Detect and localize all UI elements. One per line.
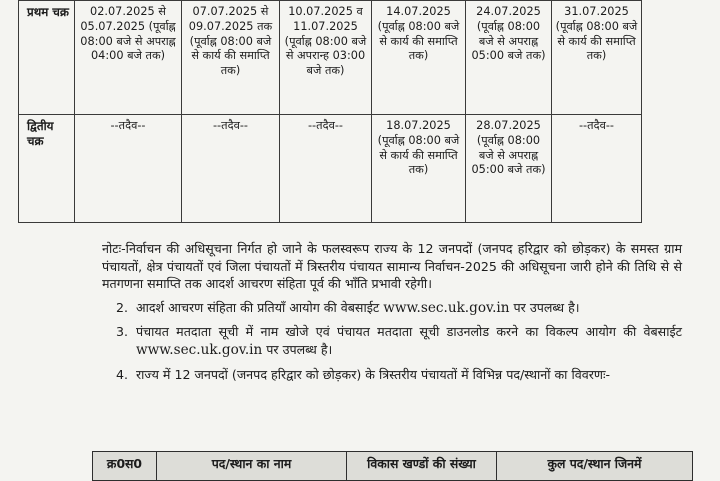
note-text (136, 299, 682, 318)
note-text-part: पंचायत मतदाता सूची में नाम खोजे एवं पंचायत मतदाता सूची डाउनलोड करने का विकल्प आयोग की वेबसाईट (136, 324, 682, 340)
schedule-cell: 24.07.2025 (पूर्वाह्न 08:00 बजे से अपराह्न 05:00 बजे तक) (466, 1, 552, 115)
schedule-cell: 02.07.2025 से 05.07.2025 (पूर्वाह्न 08:00 बजे से अपराह्न 04:00 बजे तक) (75, 1, 182, 115)
schedule-cell: 14.07.2025 (पूर्वाह्न 08:00 बजे से कार्य की समाप्ति तक) (372, 1, 466, 115)
note-text (136, 366, 682, 384)
posts-table (92, 451, 693, 481)
notes-section (102, 240, 682, 383)
website-link[interactable]: www.sec.uk.gov.in (136, 341, 263, 358)
header-total-posts: कुल पद/स्थान जिनमें (497, 452, 693, 481)
note-text-part: राज्य में 12 जनपदों (जनपद हरिद्वार को छोड़कर) के त्रिस्तरीय पंचायतों में विभिन्न पद/स्थानों का विवरणः- (136, 366, 611, 382)
schedule-cell: 28.07.2025 (पूर्वाह्न 08:00 बजे से अपराह्न 05:00 बजे तक) (466, 115, 552, 223)
note-number: 4. (116, 366, 129, 382)
schedule-cell: --तदैव-- (182, 115, 280, 223)
schedule-cell: --तदैव-- (552, 115, 642, 223)
schedule-cell: --तदैव-- (75, 115, 182, 223)
header-post-name: पद/स्थान का नाम (157, 452, 347, 481)
note-number: 2. (116, 299, 129, 315)
schedule-cell: 18.07.2025 (पूर्वाह्न 08:00 बजे से कार्य की समाप्ति तक) (372, 115, 466, 223)
schedule-cell: 07.07.2025 से 09.07.2025 तक (पूर्वाह्न 08:00 बजे से कार्य की समाप्ति तक) (182, 1, 280, 115)
schedule-cell: --तदैव-- (280, 115, 372, 223)
note-item (102, 299, 682, 318)
note-item (102, 366, 682, 384)
website-link[interactable]: www.sec.uk.gov.in (383, 299, 510, 316)
posts-table-header (93, 452, 693, 481)
header-block-count: विकास खण्डों की संख्या (347, 452, 497, 481)
election-schedule-table (18, 0, 642, 223)
schedule-row-second-phase (19, 115, 642, 223)
schedule-cell: 31.07.2025 (पूर्वाह्न 08:00 बजे से कार्य की समाप्ति तक) (552, 1, 642, 115)
note-intro: नोटः-निर्वाचन की अधिसूचना निर्गत हो जाने के फलस्वरूप राज्य के 12 जनपदों (जनपद हरिद्वार को छोड़कर) के समस्त ग्राम पंचायतों, क्षेत्र पंचायतों एवं जिला पंचायतों में त्रिस्तरीय पंचायत सामान्य निर्वाचन-2025 की अधिसूचना जारी होने की तिथि से से मतगणना समाप्ति तक आदर्श आचरण संहिता पूर्व की भाँति प्रभावी रहेगी। (102, 241, 682, 292)
note-text-part: पर उपलब्ध है। (262, 341, 333, 357)
schedule-row-first-phase (19, 1, 642, 115)
note-item (102, 323, 682, 359)
note-text-part: आदर्श आचरण संहिता की प्रतियाँ आयोग की वेबसाईट (136, 299, 384, 315)
schedule-cell: 10.07.2025 व 11.07.2025 (पूर्वाह्न 08:00 बजे से अपरान्ह 03:00 बजे तक) (280, 1, 372, 115)
header-serial: क्र0स0 (93, 452, 157, 481)
note-number: 3. (116, 324, 129, 340)
note-text-part: पर उपलब्ध है। (509, 299, 580, 315)
phase-label: द्वितीय चक्र (19, 115, 75, 223)
note-text (136, 323, 682, 359)
phase-label: प्रथम चक्र (19, 1, 75, 115)
